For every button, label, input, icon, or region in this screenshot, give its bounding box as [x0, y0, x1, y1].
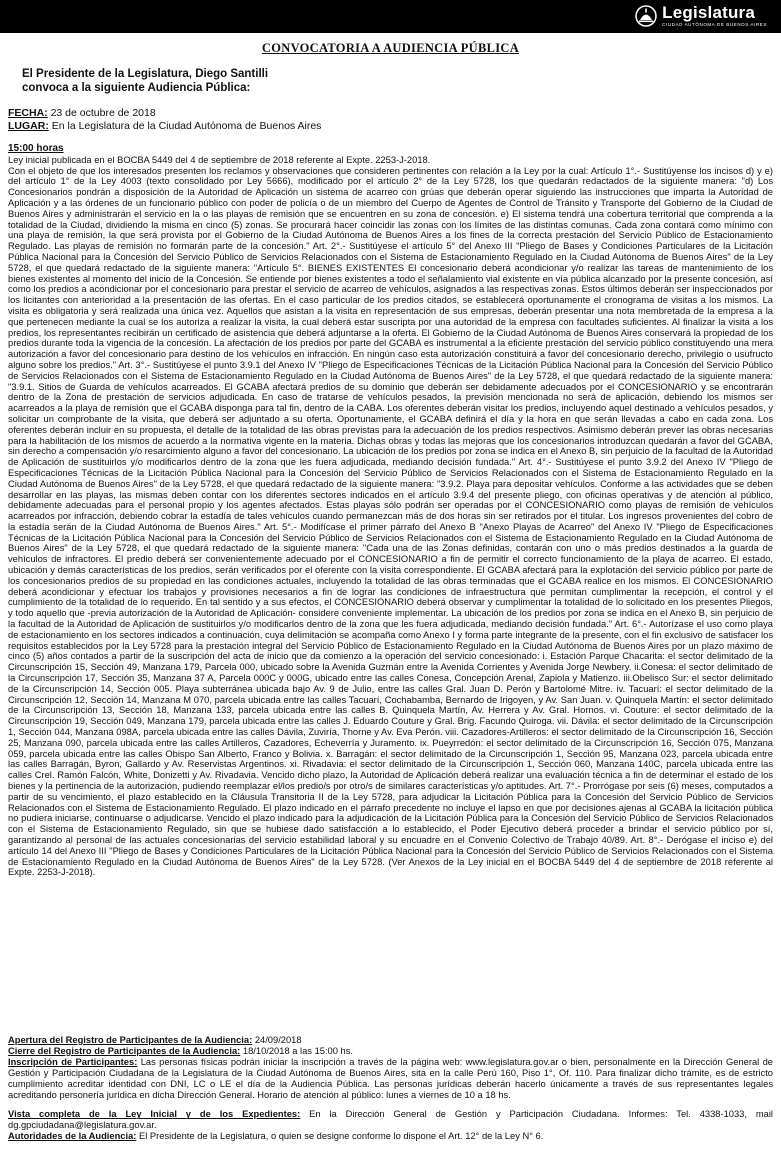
inscripcion-row [8, 1057, 773, 1101]
lugar-row [8, 120, 321, 133]
lugar-label: LUGAR: [8, 120, 49, 132]
inscripcion-value: Las personas físicas podrán iniciar la inscripción a través de la página web: www.legislatura.gov.ar o bien, personalmente en la Dirección General de Gestión y Participación Ciudadana de la Legislatura de la Ciudad Autónoma de Buenos Aires, sita en la calle Perú 160, Piso 1°, Of. 110. Para finalizar dicho trámite, es de estricto cumplimiento acreditar identidad con DNI, LC o LE el día de la Audiencia Pública. Las personas jurídicas deberán hacerlo únicamente a través de sus representantes legales acreditando personería jurídica en dicha Dirección General. Horario de atención al público: lunes a viernes de 10 a 18 hs. [8, 1056, 773, 1100]
legislature-dome-icon [635, 5, 657, 27]
vista-row [8, 1109, 773, 1131]
fecha-value: 23 de octubre de 2018 [47, 107, 156, 119]
law-text: Con el objeto de que los interesados presenten los reclamos y observaciones que consideren pertinentes con relación a la Ley por la cual: Artículo 1°.- Sustitúyense los incisos d) y e) del artículo 1° de la Ley 4003 (texto consolidado por Ley 5666), modificado por el artículo 2° de la Ley 5728, los que quedarán redactados de la siguiente manera: "d) Los Concesionarios pondrán a disposición de la Autoridad de Aplicación un sistema de acarreo con grúas que deberán operar siguiendo las instrucciones que imparta la Autoridad de Aplicación y a las órdenes de un funcionario público con poder de policía o de un miembro del Cuerpo de Agentes de Control de Tránsito y Transporte del Gobierno de la Ciudad de Buenos Aires y administrarán el servicio en la o las playas de remisión que se encuentren en su zona de concesión. e) El sistema tendrá una cobertura territorial que comprenda a la totalidad de la Ciudad, dividiendo la misma en cinco (5) zonas. Se procurará hacer coincidir las zonas con los límites de las distintas comunas. Cada zona contará como mínimo con una playa de remisión, la que será provista por el Gobierno de la Ciudad Autónoma de Buenos Aires a los fines de la correcta prestación del Servicio Público de Estacionamiento Regulado. Las playas de remisión no formarán parte de la concesión." Art. 2°.- Sustitúyese el artículo 5° del Anexo III "Pliego de Bases y Condiciones Particulares de la Licitación Pública Nacional para la Concesión del Servicio Público de Servicios Relacionados con el Sistema de Estacionamiento Regulado en la Ciudad Autónoma de Buenos Aires" de la Ley 5728, el que quedará redactado de la siguiente manera: "Artículo 5°. BIENES EXISTENTES El concesionario deberá acondicionar y/o realizar las tareas de mantenimiento de los bienes existentes al momento del inicio de la Concesión. Se entiende por bienes existentes a todo el señalamiento vial existente en vía pública alcanzado por la presente concesión, así como los predios a acondicionar por el concesionario para prestar el servicio de acarreo de vehículos, asignados a las respectivas zonas. Estos últimos deberán ser inspeccionados por los licitantes con anterioridad a la presentación de las ofertas. En el caso particular de los predios citados, se establecerá oportunamente el cronograma de visitas a los mismos. La visita es obligatoria y será realizada una única vez. Aquellos que asistan a la visita en representación de sus empresas, deberán presentar una nota membretada de la empresa a la que pertenecen mediante la cual se los autoriza a realizar la visita, la cual deberá estar suscripta por una autoridad de la empresa con facultades suficientes. Al finalizar la visita a los predios, los representantes recibirán un certificado de asistencia que deberá adjuntarse a la oferta. El Gobierno de la Ciudad Autónoma de Buenos Aires conservará la propiedad de los predios durante toda la vigencia de la concesión. La afectación de los predios por parte del GCABA es instrumental a la eficiente prestación del servicio público constituyendo una mera autorización a favor del concesionario para destino de los vehículos en infracción. En ningún caso esta autorización constituirá a favor del concesionario derecho, privilegio o usufructo alguno sobre los predios." Art. 3°.- Sustitúyese el punto 3.9.1 del Anexo IV "Pliego de Especificaciones Técnicas de la Licitación Pública Nacional para la Concesión del Servicio Público de Servicios Relacionados con el Sistema de Estacionamiento Regulado en la Ciudad Autónoma de Buenos Aires" de la Ley 5728, el que quedará redactado de la siguiente manera: "3.9.1. Sitios de Guarda de vehículos acarreados. El GCABA afectará predios de su dominio que deberán ser debidamente adecuados por el CONCESIONARIO y se encontrarán dentro de la Zona de prestación de servicios adjudicada. En caso de tratarse de vehículos pesados, la previsión mencionada no será de aplicación, debiendo los mismos ser acarreados a la playa de remisión que el GCABA disponga para tal fin, dentro de la CABA. Los oferentes deberán visitar los predios, incluyendo aquel destinado a vehículos pesados, y solicitar un comprobante de la visita, que deberá ser adjuntado a su oferta. Oportunamente, el GCABA definirá el día y la hora en que serán llevadas a cabo en cada zona. Los oferentes deberán incluir en su propuesta, el detalle de la totalidad de las obras previstas para la adecuación de los predios respectivos. Asimismo deberán prever las obras necesarias para la habilitación de los mismos de acuerdo a la normativa vigente en la materia. Dichas obras y todas las mejoras que los concesionarios introduzcan quedarán a favor del GCABA, sin derecho a compensación y/o resarcimiento alguno a favor del concesionario. La ubicación de los predios por zona se indica en el Anexo B, sin perjuicio de la facultad de la Autoridad de Aplicación de sustituirlos y/o modificarlos dentro de la zona que les fuera adjudicada, mediando decisión fundada." Art. 4°.- Sustitúyese el punto 3.9.2 del Anexo IV "Pliego de Especificaciones Técnicas de la Licitación Pública Nacional para la Concesión del Servicio Público de Servicios Relacionados con el Sistema de Estacionamiento Regulado en la Ciudad Autónoma de Buenos Aires" de la Ley 5728, el que quedará redactado de la siguiente manera: "3.9.2. Playa para depositar vehículos. Conforme a las actividades que se deben desarrollar en las playas, las mismas deben contar con los diferentes sectores indicados en el artículo 3.9.4 del presente pliego, con oficinas operativas y de atención al público, debidamente adecuadas para el personal propio y los agentes afectados. Estas playas sólo podrán ser operadas por el CONCESIONARIO como playas de remisión de vehículos acarreados por infracción, debiendo cobrar la estadía de tales vehículos cuando permanezcan más de dos horas sin ser retirados por el titular. Los ingresos provenientes del cobro de la estadía serán de la Ciudad Autónoma de Buenos Aires." Art. 5°.- Modifícase el primer párrafo del Anexo B "Anexo Playas de Acarreo" del Anexo IV "Pliego de Especificaciones Técnicas de la Licitación Pública Nacional para la Concesión del Servicio Público de Servicios Relacionados con el Sistema de Estacionamiento Regulado en la Ciudad Autónoma de Buenos Aires" de la Ley 5728, el que quedará redactado de la siguiente manera: "Cada una de las Zonas definidas, contarán con uno o más predios destinados a la guarda de vehículos de infractores. El predio deberá ser convenientemente adecuado por el CONCESIONARIO a fin de permitir el correcto funcionamiento de la playa de acarreo. El estado, ubicación y demás características de los predios, serán verificados por el oferente con la visita correspondiente. El GCABA afectará para la explotación del servicio público por parte de los concesionarios predios de su propiedad en las condiciones actuales, incluyendo la totalidad de las obras terminadas que el GCABA realice en los mismos. El CONCESIONARIO deberá acondicionar y efectuar los trabajos y provisiones necesarios a fin de lograr las condiciones de infraestructura que permitan cumplimentar la recepción, el control y el cumplimiento de la totalidad de lo requerido. En tal sentido y a sus efectos, el CONCESIONARIO deberá observar y cumplimentar la totalidad de lo solicitado en los presentes Pliegos, y todo aquello que -previa autorización de la Autoridad de Aplicación- considere conveniente implementar. La ubicación de los predios por zona se indica en el Anexo B, sin perjuicio de la facultad de la Autoridad de Aplicación de sustituirlos y/o modificarlos dentro de la zona que les fuera adjudicada, mediando decisión fundada." Art. 6°.- Autorízase el uso como playa de estacionamiento en los sectores indicados a continuación, cuya delimitación se acompaña como Anexo I y forma parte integrante de la presente, con el fin exclusivo de satisfacer los requisitos establecidos por la Ley 5728 para la prestación integral del Servicio Público de Estacionamiento Regulado en la Ciudad Autónoma de Buenos Aires por un plazo máximo de cinco (5) años contados a partir de la suscripción del acta de inicio que da comienzo a la operación del servicio concesionado: i. Estación Parque Chacarita: el sector delimitado de la Circunscripción 15, Sección 49, Manzana 179, Parcela 000, ubicado sobre la Avenida Guzmán entre la Avenida Corrientes y Avenida Jorge Newbery. ii.Conesa: el sector delimitado de la Circunscripción 17, Sección 35, Manzana 37 A, Parcela 000C y 000G, ubicado entre las calles Conesa, Concepción Arenal, Zapiola y Matienzo. iii.Obelisco Sur: el sector delimitado de la Circunscripción 14, Sección 005. Playa subterránea ubicada bajo Av. 9 de Julio, entre las calles Gral. Juan D. Perón y Bartolomé Mitre. iv. Tacuarí: el sector delimitado de la Circunscripción 12, Sección 14, Manzana M 070, parcela ubicada entre las calles Tacuarí, Cochabamba, Bernardo de Irigoyen, y Av. San Juan. v. Quinquela Martín: el sector delimitado de la Circunscripción 13, Sección 18, Manzana 133, parcela ubicada entre las calles B. Quinquela Martín, Av. Herrera y Av. Gral. Hornos. vi. Couture: el sector delimitado de la Circunscripción 19, Sección 049, Manzana 179, parcela ubicada entre las calles J. Eduardo Couture y Gral. Brig. Facundo Quiroga. vii. Dávila: el sector delimitado de la Circunscripción 1, Sección 044, Manzana 098A, parcela ubicada entre las calles Dávila, Zuviría, Thorne y Av. Eva Perón. viii. Cazadores-Artilleros: el sector delimitado de la Circunscripción 16, Sección 25, Manzana 090, parcela ubicada entre las calles Artilleros, Cazadores, Echeverría y Juramento. ix. Pueyrredón: el sector delimitado de la Circunscripción 16, Sección 075, Manzana 059, parcela ubicada entre las calles Obispo San Alberto, Franco y Bolivia. x. Barragán: el sector delimitado de la Circunscripción 1, Sección 95, Manzana 023, parcela ubicada entre las calles Barragán, Byron, Gallardo y Av. Reservistas Argentinos. xi. Rivadavia: el sector delimitado de la Circunscripción 1, Sección 060, Manzana 140C, parcela ubicada entre las calles Crel. Ramón Falcón, White, Donizetti y Av. Rivadavia. Vencido dicho plazo, la Autoridad de Aplicación deberá realizar una evaluación técnica a fin de determinar el estado de los bienes y la pertinencia de la autorización, pudiendo reemplazar el/los predio/s por otro/s de similares características y/o aptitudes. Art. 7°.- Prorrógase por seis (6) meses, computados a partir de su vencimiento, el plazo establecido en la Cláusula Transitoria II de la Ley 5728, para adjudicar la Licitación Pública para la Concesión del Servicio Público de Servicios Relacionados con el Sistema de Estacionamiento Regulado. El plazo indicado en el párrafo precedente no incluye el lapso en que por decisiones ajenas al GCABA la licitación pública no pudiera iniciarse, continuarse o adjudicarse. Vencido el plazo indicado para la adjudicación de la Licitación Pública para la Concesión del Servicio Público de Servicios Relacionados con el Sistema de Estacionamiento Regulado, sin que se hubiese dado satisfacción a lo establecido, el Poder Ejecutivo deberá proceder a brindar el servicio público por sí, garantizando al personal de las actuales concesionarias del servicio estabilidad laboral y su encuadre en el Convenio Colectivo de Trabajo 40/89. Art. 8°.- Derógase el inciso e) del artículo 14 del Anexo III "Pliego de Bases y Condiciones Particulares de la Licitación Pública Nacional para la Concesión del Servicio Público de Servicios Relacionados con el Sistema de Estacionamiento Regulado en la Ciudad Autónoma de Buenos Aires" de la Ley 5728. (Ver Anexos de la Ley inicial en el BOCBA 5449 del 4 de septiembre de 2018 referente al Expte. 2253-J-2018). [8, 165, 773, 878]
brand-subtitle: CIUDAD AUTÓNOMA DE BUENOS AIRES [662, 22, 767, 27]
legislatura-logo [635, 4, 767, 28]
vista-value: En la Dirección General de Gestión y Participación Ciudadana. Informes: Tel. 4338-1033, mail dg.gpciudadana@legislatura.gov.ar. [8, 1109, 773, 1131]
header-band [0, 0, 781, 33]
cierre-row [8, 1046, 773, 1057]
inscripcion-label: Inscripción de Participantes: [8, 1056, 138, 1067]
apertura-row [8, 1035, 773, 1046]
convener-line-1: El Presidente de la Legislatura, Diego Santilli [22, 68, 269, 80]
apertura-value: 24/09/2018 [252, 1035, 302, 1045]
autoridades-value: El Presidente de la Legislatura, o quien se designe conforme lo dispone el Art. 12° de la Ley N° 6. [136, 1131, 544, 1142]
autoridades-row [8, 1131, 773, 1142]
law-body [8, 143, 773, 878]
lugar-value: En la Legislatura de la Ciudad Autónoma de Buenos Aires [48, 120, 322, 132]
fecha-label: FECHA: [8, 107, 48, 119]
convener-block [22, 67, 268, 95]
meta-block [8, 107, 321, 133]
cierre-label: Cierre del Registro de Participantes de la Audiencia: [8, 1045, 241, 1056]
document-title: CONVOCATORIA A AUDIENCIA PÚBLICA [261, 41, 520, 55]
law-intro: Ley inicial publicada en el BOCBA 5449 del 4 de septiembre de 2018 referente al Expte. 2253-J-2018. [8, 154, 431, 165]
fecha-row [8, 107, 321, 120]
autoridades-label: Autoridades de la Audiencia: [8, 1131, 137, 1142]
apertura-label: Apertura del Registro de Participantes de la Audiencia: [8, 1035, 253, 1045]
vista-label: Vista completa de la Ley Inicial y de los Expedientes: [8, 1109, 301, 1120]
registration-block [8, 1035, 773, 1142]
cierre-value: 18/10/2018 a las 15:00 hs. [240, 1045, 354, 1056]
convener-line-2: convoca a la siguiente Audiencia Pública: [22, 82, 251, 94]
brand-name: Legislatura [662, 3, 756, 22]
audience-time: 15:00 horas [8, 143, 64, 154]
